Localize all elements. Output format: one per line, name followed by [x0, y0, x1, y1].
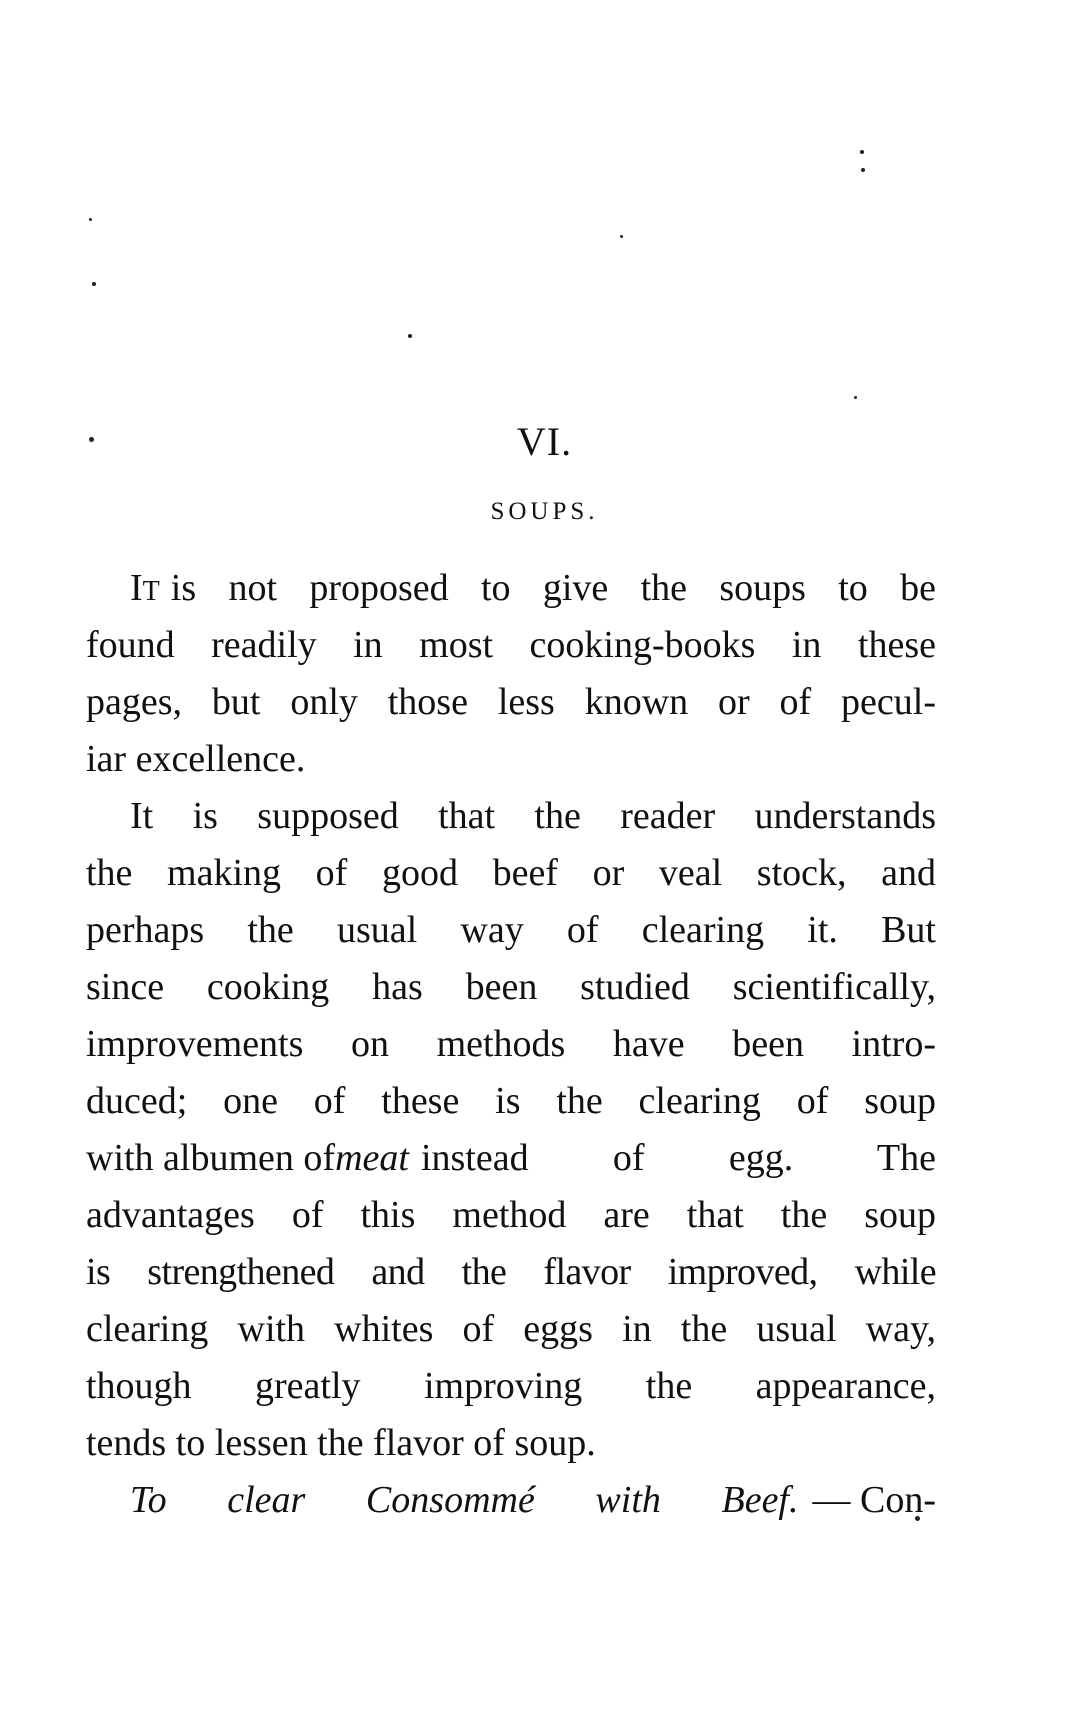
- speck: [89, 218, 92, 221]
- paragraph-2-line-8: advantages of this method are that the soup: [86, 1194, 936, 1236]
- paragraph-2-line-5: improvements on methods have been intro-: [86, 1023, 936, 1065]
- speck: [408, 334, 412, 338]
- speck: [620, 235, 623, 238]
- speck: [854, 396, 857, 399]
- paragraph-3-line-1: [86, 1472, 936, 1529]
- paragraph-2-line-9: is strengthened and the flavor improved, while: [86, 1251, 936, 1293]
- paragraph-1-line-4: iar excellence.: [86, 738, 306, 780]
- paragraph-2-line-6: duced; one of these is the clearing of soup: [86, 1080, 936, 1122]
- drop-cap: IT: [130, 567, 161, 609]
- line-text: is not proposed to give the soups to be: [170, 567, 936, 609]
- speck: [861, 168, 865, 172]
- paragraph-2-line-7: with albumen of meat instead of egg. The: [86, 1130, 936, 1187]
- chapter-number: VI.: [516, 419, 573, 464]
- paragraph-1-line-1: [86, 560, 936, 617]
- paragraph-2-line-11: though greatly improving the appearance,: [86, 1365, 936, 1407]
- recipe-heading: To clear Consommé with Beef.: [130, 1479, 799, 1521]
- speck: [860, 150, 864, 154]
- paragraph-1-line-3: pages, but only those less known or of pecul-: [86, 681, 936, 723]
- italic-meat: meat: [335, 1137, 409, 1179]
- paragraph-2-line-12: tends to lessen the flavor of soup.: [86, 1422, 596, 1464]
- paragraph-1-line-2: found readily in most cooking-books in these: [86, 624, 936, 666]
- paragraph-2-line-4: since cooking has been studied scientifically,: [86, 966, 936, 1008]
- paragraph-2-line-2: the making of good beef or veal stock, and: [86, 852, 936, 894]
- paragraph-2-line-10: clearing with whites of eggs in the usual way,: [86, 1308, 936, 1350]
- speck: [92, 282, 96, 286]
- recipe-continuation: — Con-: [812, 1479, 936, 1521]
- chapter-title: SOUPS.: [490, 498, 599, 525]
- body-text: [86, 560, 936, 1529]
- paragraph-2-line-3: perhaps the usual way of clearing it. But: [86, 909, 936, 951]
- paragraph-2-line-1: It is supposed that the reader understands: [130, 795, 936, 837]
